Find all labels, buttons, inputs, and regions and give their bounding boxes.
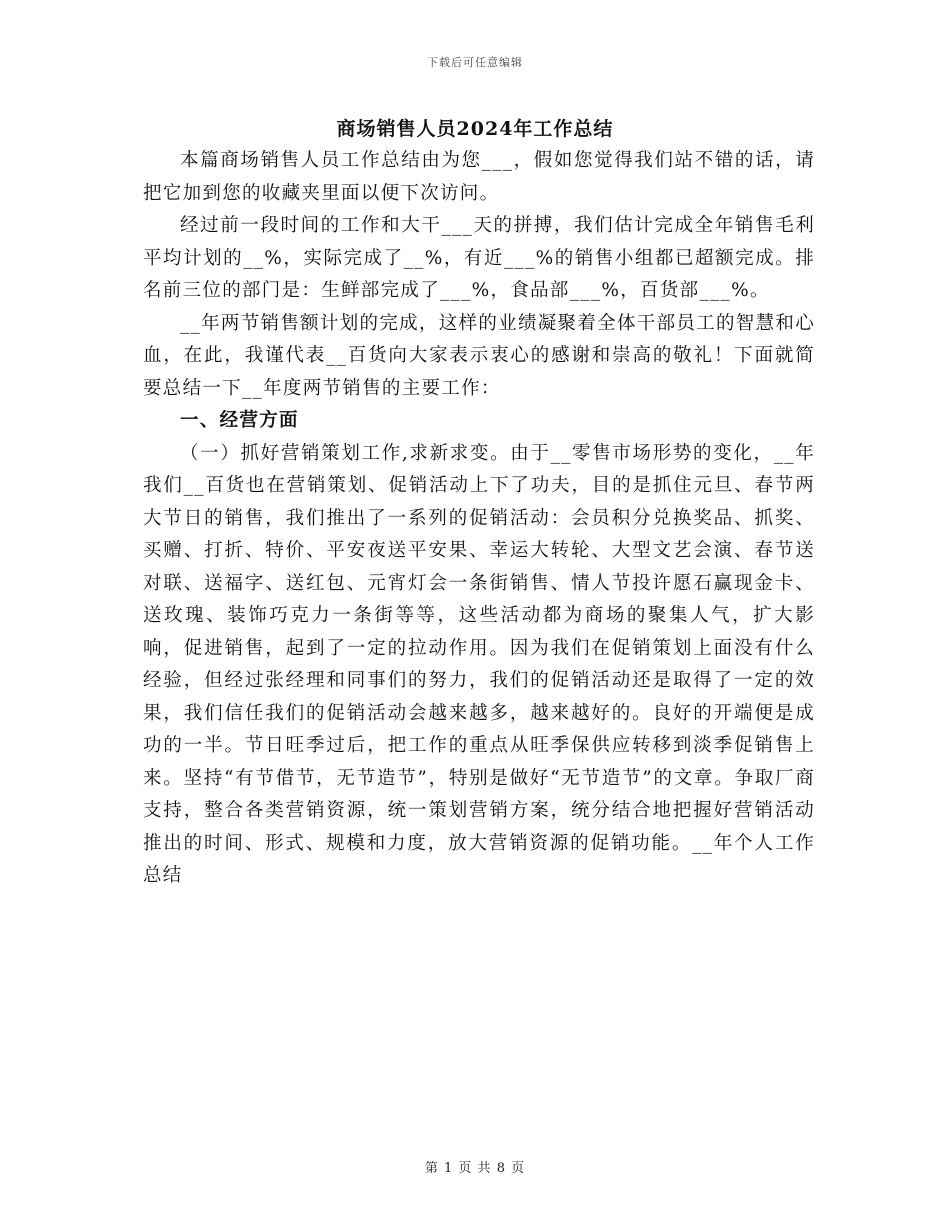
- paragraph-intro: 本篇商场销售人员工作总结由为您___，假如您觉得我们站不错的话，请把它加到您的收藏夹里面以便下次访问。: [143, 150, 815, 204]
- document-title: 商场销售人员2024年工作总结: [336, 118, 614, 140]
- page-footer: 第 1 页 共 8 页: [424, 1161, 526, 1176]
- section-heading: 一、经营方面: [180, 410, 299, 431]
- document-body: [143, 145, 815, 893]
- paragraph-thanks: __年两节销售额计划的完成，这样的业绩凝聚着全体干部员工的智慧和心血，在此，我谨代表__百货向大家表示衷心的感谢和崇高的敬礼！下面就简要总结一下__年度两节销售的主要工作：: [143, 312, 815, 399]
- paragraph-results: 经过前一段时间的工作和大干___天的拼搏，我们估计完成全年销售毛利平均计划的__%，实际完成了__%，有近___%的销售小组都已超额完成。排名前三位的部门是：生鲜部完成了___%，食品部___%，百货部___%。: [143, 215, 815, 301]
- paragraph-marketing: （一）抓好营销策划工作,求新求变。由于__零售市场形势的变化，__年我们__百货也在营销策划、促销活动上下了功夫，目的是抓住元旦、春节两大节日的销售，我们推出了一系列的促销活动：会员积分兑换奖品、抓奖、买赠、打折、特价、平安夜送平安果、幸运大转轮、大型文艺会演、春节送对联、送福字、送红包、元宵灯会一条街销售、情人节投许愿石赢现金卡、送玫瑰、装饰巧克力一条街等等，这些活动都为商场的聚集人气，扩大影响，促进销售，起到了一定的拉动作用。因为我们在促销策划上面没有什么经验，但经过张经理和同事们的努力，我们的促销活动还是取得了一定的效果，我们信任我们的促销活动会越来越多，越来越好的。良好的开端便是成功的一半。节日旺季过后，把工作的重点从旺季保供应转移到淡季促销售上来。坚持“有节借节，无节造节”，特别是做好“无节造节”的文章。争取厂商支持，整合各类营销资源，统一策划营销方案，统分结合地把握好营销活动推出的时间、形式、规模和力度，放大营销资源的促销功能。__年个人工作总结: [143, 442, 815, 886]
- header-note: 下载后可任意编辑: [427, 56, 523, 69]
